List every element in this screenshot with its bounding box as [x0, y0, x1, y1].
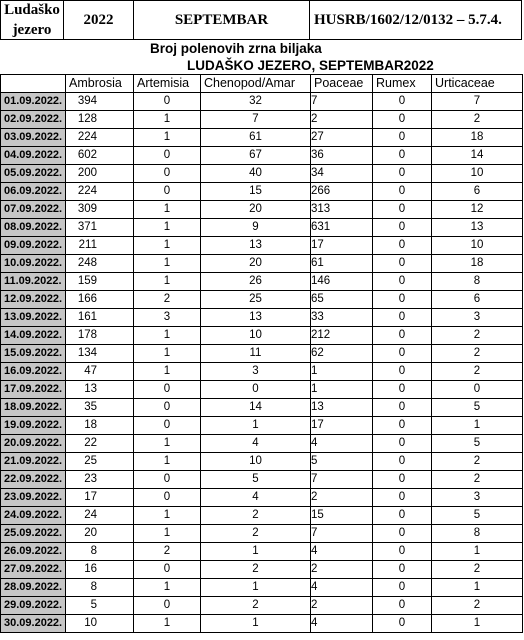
date-cell[interactable]: 01.09.2022. [1, 93, 66, 111]
table-row [1, 291, 523, 309]
date-cell[interactable]: 22.09.2022. [1, 471, 66, 489]
table-row [1, 147, 523, 165]
table-row [1, 615, 523, 633]
value-cell[interactable]: 266 [311, 183, 373, 201]
value-cell[interactable]: 0 [373, 291, 432, 309]
date-cell[interactable]: 03.09.2022. [1, 129, 66, 147]
date-cell[interactable]: 07.09.2022. [1, 201, 66, 219]
value-cell[interactable]: 0 [373, 201, 432, 219]
value-cell[interactable]: 23 [66, 471, 134, 489]
date-cell[interactable]: 21.09.2022. [1, 453, 66, 471]
value-cell[interactable]: 10 [66, 615, 134, 633]
value-cell[interactable]: 1 [311, 381, 373, 399]
date-cell[interactable]: 27.09.2022. [1, 561, 66, 579]
date-cell[interactable]: 13.09.2022. [1, 309, 66, 327]
value-cell[interactable]: 61 [311, 255, 373, 273]
value-cell[interactable]: 62 [311, 345, 373, 363]
value-cell[interactable]: 0 [373, 399, 432, 417]
value-cell[interactable]: 0 [373, 111, 432, 129]
value-cell[interactable]: 13 [311, 399, 373, 417]
table-row [1, 363, 523, 381]
value-cell[interactable]: 7 [201, 111, 311, 129]
date-cell[interactable]: 18.09.2022. [1, 399, 66, 417]
date-cell[interactable]: 10.09.2022. [1, 255, 66, 273]
value-cell[interactable]: 1 [201, 615, 311, 633]
value-cell[interactable]: 1 [134, 237, 201, 255]
value-cell[interactable]: 211 [66, 237, 134, 255]
value-cell[interactable]: 20 [66, 525, 134, 543]
table-row [1, 129, 523, 147]
table-row [1, 507, 523, 525]
value-cell[interactable]: 2 [432, 561, 523, 579]
column-header[interactable]: Urticaceae [432, 75, 523, 93]
value-cell[interactable]: 3 [432, 309, 523, 327]
value-cell[interactable]: 0 [373, 579, 432, 597]
value-cell[interactable]: 18 [432, 129, 523, 147]
value-cell[interactable]: 309 [66, 201, 134, 219]
value-cell[interactable]: 1 [134, 525, 201, 543]
value-cell[interactable]: 1 [134, 363, 201, 381]
corner-cell[interactable] [1, 75, 66, 93]
value-cell[interactable]: 2 [432, 327, 523, 345]
value-cell[interactable]: 1 [201, 417, 311, 435]
value-cell[interactable]: 7 [311, 93, 373, 111]
value-cell[interactable]: 212 [311, 327, 373, 345]
column-header[interactable]: Artemisia [134, 75, 201, 93]
table-row [1, 273, 523, 291]
value-cell[interactable]: 8 [66, 543, 134, 561]
value-cell[interactable]: 4 [311, 435, 373, 453]
value-cell[interactable]: 0 [373, 129, 432, 147]
value-cell[interactable]: 2 [134, 291, 201, 309]
value-cell[interactable]: 1 [134, 615, 201, 633]
date-cell[interactable]: 20.09.2022. [1, 435, 66, 453]
value-cell[interactable]: 2 [311, 111, 373, 129]
table-row [1, 111, 523, 129]
table-row [1, 525, 523, 543]
value-cell[interactable]: 1 [134, 201, 201, 219]
date-cell[interactable]: 15.09.2022. [1, 345, 66, 363]
location-line-1: Ludaško [4, 2, 60, 18]
value-cell[interactable]: 0 [134, 417, 201, 435]
value-cell[interactable]: 7 [311, 525, 373, 543]
value-cell[interactable]: 33 [311, 309, 373, 327]
date-cell[interactable]: 08.09.2022. [1, 219, 66, 237]
table-row [1, 165, 523, 183]
table-row [1, 309, 523, 327]
value-cell[interactable]: 0 [373, 273, 432, 291]
date-cell[interactable]: 09.09.2022. [1, 237, 66, 255]
value-cell[interactable]: 65 [311, 291, 373, 309]
value-cell[interactable]: 15 [311, 507, 373, 525]
date-cell[interactable]: 06.09.2022. [1, 183, 66, 201]
value-cell[interactable]: 0 [373, 435, 432, 453]
project-code-cell[interactable] [310, 0, 522, 40]
value-cell[interactable]: 0 [373, 183, 432, 201]
year-cell[interactable] [64, 0, 134, 40]
value-cell[interactable]: 1 [134, 255, 201, 273]
value-cell[interactable]: 5 [432, 399, 523, 417]
date-cell[interactable]: 11.09.2022. [1, 273, 66, 291]
value-cell[interactable]: 2 [201, 561, 311, 579]
value-cell[interactable]: 16 [66, 561, 134, 579]
value-cell[interactable]: 5 [432, 435, 523, 453]
table-row [1, 219, 523, 237]
value-cell[interactable]: 128 [66, 111, 134, 129]
value-cell[interactable]: 0 [432, 381, 523, 399]
value-cell[interactable]: 0 [373, 237, 432, 255]
value-cell[interactable]: 20 [201, 255, 311, 273]
value-cell[interactable]: 0 [134, 381, 201, 399]
value-cell[interactable]: 5 [66, 597, 134, 615]
table-row [1, 381, 523, 399]
value-cell[interactable]: 1 [134, 345, 201, 363]
value-cell[interactable]: 17 [311, 417, 373, 435]
date-cell[interactable]: 19.09.2022. [1, 417, 66, 435]
value-cell[interactable]: 2 [201, 525, 311, 543]
value-cell[interactable]: 313 [311, 201, 373, 219]
value-cell[interactable]: 13 [432, 219, 523, 237]
value-cell[interactable]: 1 [134, 453, 201, 471]
value-cell[interactable]: 32 [201, 93, 311, 111]
value-cell[interactable]: 4 [311, 615, 373, 633]
value-cell[interactable]: 166 [66, 291, 134, 309]
value-cell[interactable]: 0 [134, 561, 201, 579]
value-cell[interactable]: 4 [201, 435, 311, 453]
value-cell[interactable]: 1 [134, 129, 201, 147]
value-cell[interactable]: 161 [66, 309, 134, 327]
value-cell[interactable]: 12 [432, 201, 523, 219]
pollen-table [0, 74, 523, 633]
value-cell[interactable]: 0 [373, 507, 432, 525]
value-cell[interactable]: 0 [373, 453, 432, 471]
value-cell[interactable]: 1 [201, 543, 311, 561]
value-cell[interactable]: 17 [311, 237, 373, 255]
value-cell[interactable]: 14 [432, 147, 523, 165]
value-cell[interactable]: 0 [373, 309, 432, 327]
table-row [1, 399, 523, 417]
value-cell[interactable]: 631 [311, 219, 373, 237]
value-cell[interactable]: 1 [432, 417, 523, 435]
value-cell[interactable]: 5 [201, 471, 311, 489]
value-cell[interactable]: 4 [311, 543, 373, 561]
date-cell[interactable]: 14.09.2022. [1, 327, 66, 345]
value-cell[interactable]: 2 [432, 471, 523, 489]
project-code-text: HUSRB/1602/12/0132 – 5.7.4. [314, 11, 502, 28]
value-cell[interactable]: 15 [201, 183, 311, 201]
date-cell[interactable]: 17.09.2022. [1, 381, 66, 399]
date-cell[interactable]: 16.09.2022. [1, 363, 66, 381]
date-cell[interactable]: 29.09.2022. [1, 597, 66, 615]
sheet-subtitle: Broj polenovih zrna biljaka [150, 41, 322, 56]
table-row [1, 201, 523, 219]
value-cell[interactable]: 10 [201, 327, 311, 345]
table-row [1, 471, 523, 489]
date-cell[interactable]: 23.09.2022. [1, 489, 66, 507]
value-cell[interactable]: 2 [432, 111, 523, 129]
table-row [1, 435, 523, 453]
value-cell[interactable]: 1 [432, 579, 523, 597]
year-text: 2022 [83, 11, 114, 28]
value-cell[interactable]: 0 [373, 327, 432, 345]
value-cell[interactable]: 0 [134, 165, 201, 183]
value-cell[interactable]: 1 [432, 543, 523, 561]
value-cell[interactable]: 34 [311, 165, 373, 183]
month-text: SEPTEMBAR [174, 11, 269, 28]
location-line-2: jezero [12, 22, 52, 38]
value-cell[interactable]: 9 [201, 219, 311, 237]
value-cell[interactable]: 61 [201, 129, 311, 147]
value-cell[interactable]: 159 [66, 273, 134, 291]
value-cell[interactable]: 0 [373, 363, 432, 381]
value-cell[interactable]: 10 [432, 237, 523, 255]
value-cell[interactable]: 0 [373, 543, 432, 561]
column-header[interactable]: Poaceae [311, 75, 373, 93]
value-cell[interactable]: 2 [432, 597, 523, 615]
month-cell[interactable] [134, 0, 310, 40]
value-cell[interactable]: 0 [134, 597, 201, 615]
value-cell[interactable]: 27 [311, 129, 373, 147]
value-cell[interactable]: 0 [134, 183, 201, 201]
value-cell[interactable]: 1 [134, 273, 201, 291]
value-cell[interactable]: 2 [432, 453, 523, 471]
value-cell[interactable]: 0 [373, 597, 432, 615]
value-cell[interactable]: 13 [201, 237, 311, 255]
value-cell[interactable]: 1 [134, 435, 201, 453]
value-cell[interactable]: 0 [134, 93, 201, 111]
value-cell[interactable]: 13 [201, 309, 311, 327]
value-cell[interactable]: 178 [66, 327, 134, 345]
value-cell[interactable]: 0 [373, 561, 432, 579]
value-cell[interactable]: 10 [201, 453, 311, 471]
value-cell[interactable]: 1 [134, 219, 201, 237]
table-row [1, 561, 523, 579]
value-cell[interactable]: 0 [134, 399, 201, 417]
value-cell[interactable]: 40 [201, 165, 311, 183]
value-cell[interactable]: 1 [311, 363, 373, 381]
value-cell[interactable]: 26 [201, 273, 311, 291]
value-cell[interactable]: 18 [66, 417, 134, 435]
date-cell[interactable]: 26.09.2022. [1, 543, 66, 561]
value-cell[interactable]: 5 [311, 453, 373, 471]
value-cell[interactable]: 2 [432, 363, 523, 381]
table-row [1, 417, 523, 435]
value-cell[interactable]: 1 [134, 579, 201, 597]
table-row [1, 489, 523, 507]
date-cell[interactable]: 28.09.2022. [1, 579, 66, 597]
table-row [1, 345, 523, 363]
value-cell[interactable]: 0 [373, 381, 432, 399]
value-cell[interactable]: 0 [373, 345, 432, 363]
value-cell[interactable]: 602 [66, 147, 134, 165]
table-row [1, 183, 523, 201]
value-cell[interactable]: 248 [66, 255, 134, 273]
table-row [1, 93, 523, 111]
table-row [1, 453, 523, 471]
value-cell[interactable]: 17 [66, 489, 134, 507]
value-cell[interactable]: 5 [432, 507, 523, 525]
value-cell[interactable]: 1 [432, 615, 523, 633]
value-cell[interactable]: 13 [66, 381, 134, 399]
date-cell[interactable]: 05.09.2022. [1, 165, 66, 183]
value-cell[interactable]: 146 [311, 273, 373, 291]
table-row [1, 579, 523, 597]
value-cell[interactable]: 2 [201, 597, 311, 615]
value-cell[interactable]: 224 [66, 183, 134, 201]
date-cell[interactable]: 24.09.2022. [1, 507, 66, 525]
value-cell[interactable]: 2 [432, 345, 523, 363]
value-cell[interactable]: 3 [134, 309, 201, 327]
value-cell[interactable]: 24 [66, 507, 134, 525]
table-row [1, 255, 523, 273]
value-cell[interactable]: 1 [134, 327, 201, 345]
date-cell[interactable]: 30.09.2022. [1, 615, 66, 633]
value-cell[interactable]: 200 [66, 165, 134, 183]
value-cell[interactable]: 7 [311, 471, 373, 489]
value-cell[interactable]: 1 [201, 579, 311, 597]
value-cell[interactable]: 8 [66, 579, 134, 597]
header-row [1, 75, 523, 93]
value-cell[interactable]: 4 [201, 489, 311, 507]
value-cell[interactable]: 1 [134, 507, 201, 525]
value-cell[interactable]: 0 [134, 471, 201, 489]
column-header[interactable]: Rumex [373, 75, 432, 93]
value-cell[interactable]: 18 [432, 255, 523, 273]
value-cell[interactable]: 0 [373, 489, 432, 507]
value-cell[interactable]: 22 [66, 435, 134, 453]
date-cell[interactable]: 04.09.2022. [1, 147, 66, 165]
value-cell[interactable]: 25 [201, 291, 311, 309]
value-cell[interactable]: 0 [373, 165, 432, 183]
value-cell[interactable]: 2 [311, 489, 373, 507]
value-cell[interactable]: 371 [66, 219, 134, 237]
date-cell[interactable]: 25.09.2022. [1, 525, 66, 543]
table-row [1, 327, 523, 345]
value-cell[interactable]: 0 [373, 417, 432, 435]
value-cell[interactable]: 0 [373, 615, 432, 633]
table-row [1, 543, 523, 561]
value-cell[interactable]: 10 [432, 165, 523, 183]
value-cell[interactable]: 0 [134, 489, 201, 507]
value-cell[interactable]: 2 [201, 507, 311, 525]
value-cell[interactable]: 0 [373, 525, 432, 543]
value-cell[interactable]: 0 [201, 381, 311, 399]
value-cell[interactable]: 0 [134, 147, 201, 165]
value-cell[interactable]: 47 [66, 363, 134, 381]
table-row [1, 597, 523, 615]
value-cell[interactable]: 0 [373, 93, 432, 111]
value-cell[interactable]: 394 [66, 93, 134, 111]
value-cell[interactable]: 6 [432, 183, 523, 201]
value-cell[interactable]: 2 [311, 597, 373, 615]
date-cell[interactable]: 02.09.2022. [1, 111, 66, 129]
column-header[interactable]: Chenopod/Amar [201, 75, 311, 93]
value-cell[interactable]: 25 [66, 453, 134, 471]
value-cell[interactable]: 36 [311, 147, 373, 165]
value-cell[interactable]: 1 [134, 111, 201, 129]
value-cell[interactable]: 2 [134, 543, 201, 561]
value-cell[interactable]: 20 [201, 201, 311, 219]
value-cell[interactable]: 14 [201, 399, 311, 417]
value-cell[interactable]: 0 [373, 255, 432, 273]
location-cell[interactable] [0, 0, 64, 40]
value-cell[interactable]: 8 [432, 273, 523, 291]
date-cell[interactable]: 12.09.2022. [1, 291, 66, 309]
value-cell[interactable]: 7 [432, 93, 523, 111]
value-cell[interactable]: 3 [432, 489, 523, 507]
value-cell[interactable]: 3 [201, 363, 311, 381]
value-cell[interactable]: 0 [373, 471, 432, 489]
value-cell[interactable]: 224 [66, 129, 134, 147]
value-cell[interactable]: 0 [373, 147, 432, 165]
value-cell[interactable]: 35 [66, 399, 134, 417]
value-cell[interactable]: 2 [311, 561, 373, 579]
sheet-subtitle-location: LUDAŠKO JEZERO, SEPTEMBAR2022 [187, 58, 434, 73]
value-cell[interactable]: 11 [201, 345, 311, 363]
value-cell[interactable]: 67 [201, 147, 311, 165]
value-cell[interactable]: 6 [432, 291, 523, 309]
value-cell[interactable]: 4 [311, 579, 373, 597]
value-cell[interactable]: 8 [432, 525, 523, 543]
value-cell[interactable]: 0 [373, 219, 432, 237]
value-cell[interactable]: 134 [66, 345, 134, 363]
column-header[interactable]: Ambrosia [66, 75, 134, 93]
table-row [1, 237, 523, 255]
